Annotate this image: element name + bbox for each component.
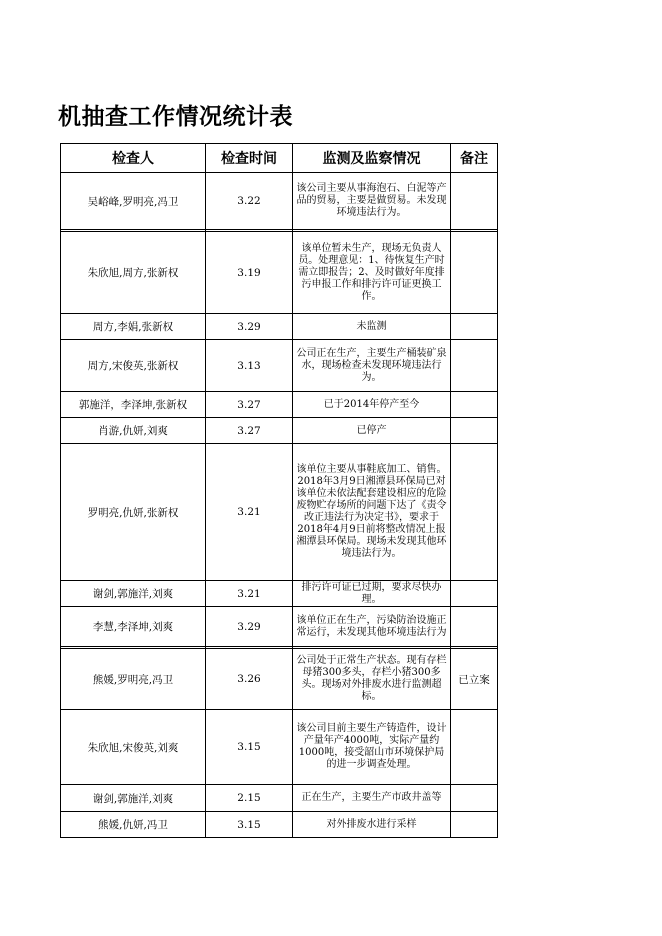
time-cell: 3.26 xyxy=(206,649,293,710)
time-cell: 3.22 xyxy=(206,173,293,230)
time-cell: 3.21 xyxy=(206,444,293,581)
note-cell xyxy=(451,173,498,230)
page-title: 机抽查工作情况统计表 xyxy=(58,104,293,130)
table-header-row xyxy=(61,144,498,173)
status-cell: 未监测 xyxy=(293,314,451,340)
table-row xyxy=(61,710,498,785)
status-cell: 该公司主要从事海泡石、白泥等产品的贸易，主要是做贸易。未发现环境违法行为。 xyxy=(293,173,451,230)
note-cell xyxy=(451,340,498,392)
table-row xyxy=(61,607,498,647)
status-cell: 公司正在生产，主要生产桶装矿泉水，现场检查未发现环境违法行为。 xyxy=(293,340,451,392)
table-row xyxy=(61,314,498,340)
status-cell: 已停产 xyxy=(293,418,451,444)
time-cell: 3.29 xyxy=(206,607,293,647)
note-cell xyxy=(451,710,498,785)
status-cell: 该单位主要从事鞋底加工、销售。2018年3月9日湘潭县环保局已对该单位未依法配套建设相应的危险废物贮存场所的问题下达了《责令改正违法行为决定书》，要求于2018年4月9日前将整改情况上报湘潭县环保局。现场未发现其他环境违法行为。 xyxy=(293,444,451,581)
inspector-cell: 熊媛,仇妍,冯卫 xyxy=(61,812,206,838)
inspector-cell: 郭施洋，李泽坤,张新权 xyxy=(61,392,206,418)
time-cell: 3.13 xyxy=(206,340,293,392)
table-row xyxy=(61,173,498,230)
header-note: 备注 xyxy=(451,144,498,173)
status-cell: 正在生产，主要生产市政井盖等 xyxy=(293,785,451,812)
inspector-cell: 熊媛,罗明亮,冯卫 xyxy=(61,649,206,710)
time-cell: 3.19 xyxy=(206,232,293,314)
status-cell: 已于2014年停产至今 xyxy=(293,392,451,418)
note-cell xyxy=(451,418,498,444)
inspector-cell: 李慧,李泽坤,刘爽 xyxy=(61,607,206,647)
time-cell: 3.27 xyxy=(206,418,293,444)
time-cell: 3.29 xyxy=(206,314,293,340)
status-cell: 排污许可证已过期，要求尽快办理。 xyxy=(293,581,451,607)
note-cell xyxy=(451,607,498,647)
status-cell: 该单位暂未生产，现场无负责人员。处理意见：1、待恢复生产时需立即报告；2、及时做好年度排污申报工作和排污许可证更换工作。 xyxy=(293,232,451,314)
table-row xyxy=(61,392,498,418)
time-cell: 2.15 xyxy=(206,785,293,812)
inspector-cell: 谢剑,郭施洋,刘爽 xyxy=(61,581,206,607)
note-cell xyxy=(451,444,498,581)
note-cell xyxy=(451,785,498,812)
note-cell xyxy=(451,232,498,314)
note-cell xyxy=(451,581,498,607)
inspector-cell: 周方,李娟,张新权 xyxy=(61,314,206,340)
status-cell: 该单位正在生产，污染防治设施正常运行，未发现其他环境违法行为 xyxy=(293,607,451,647)
note-cell xyxy=(451,392,498,418)
inspector-cell: 谢剑,郭施洋,刘爽 xyxy=(61,785,206,812)
table-row xyxy=(61,649,498,710)
table-row xyxy=(61,812,498,838)
table-row xyxy=(61,232,498,314)
table-row xyxy=(61,418,498,444)
status-cell: 对外排废水进行采样 xyxy=(293,812,451,838)
status-cell: 公司处于正常生产状态。现有存栏母猪300多头，存栏小猪300多头。现场对外排废水进行监测超标。 xyxy=(293,649,451,710)
table-row xyxy=(61,785,498,812)
table-row xyxy=(61,581,498,607)
inspector-cell: 朱欣旭,宋俊英,刘爽 xyxy=(61,710,206,785)
inspector-cell: 吴峪峰,罗明亮,冯卫 xyxy=(61,173,206,230)
header-inspection-time: 检查时间 xyxy=(206,144,293,173)
time-cell: 3.15 xyxy=(206,710,293,785)
table-row xyxy=(61,444,498,581)
time-cell: 3.21 xyxy=(206,581,293,607)
header-inspector: 检查人 xyxy=(61,144,206,173)
inspector-cell: 朱欣旭,周方,张新权 xyxy=(61,232,206,314)
status-cell: 该公司目前主要生产铸造件，设计产量年产4000吨，实际产量约1000吨，接受韶山市环境保护局的进一步调查处理。 xyxy=(293,710,451,785)
inspector-cell: 周方,宋俊英,张新权 xyxy=(61,340,206,392)
header-monitoring-status: 监测及监察情况 xyxy=(293,144,451,173)
table-row xyxy=(61,340,498,392)
note-cell: 已立案 xyxy=(451,649,498,710)
inspector-cell: 肖游,仇妍,刘爽 xyxy=(61,418,206,444)
inspector-cell: 罗明亮,仇妍,张新权 xyxy=(61,444,206,581)
time-cell: 3.15 xyxy=(206,812,293,838)
statistics-table xyxy=(60,143,498,838)
note-cell xyxy=(451,812,498,838)
time-cell: 3.27 xyxy=(206,392,293,418)
note-cell xyxy=(451,314,498,340)
